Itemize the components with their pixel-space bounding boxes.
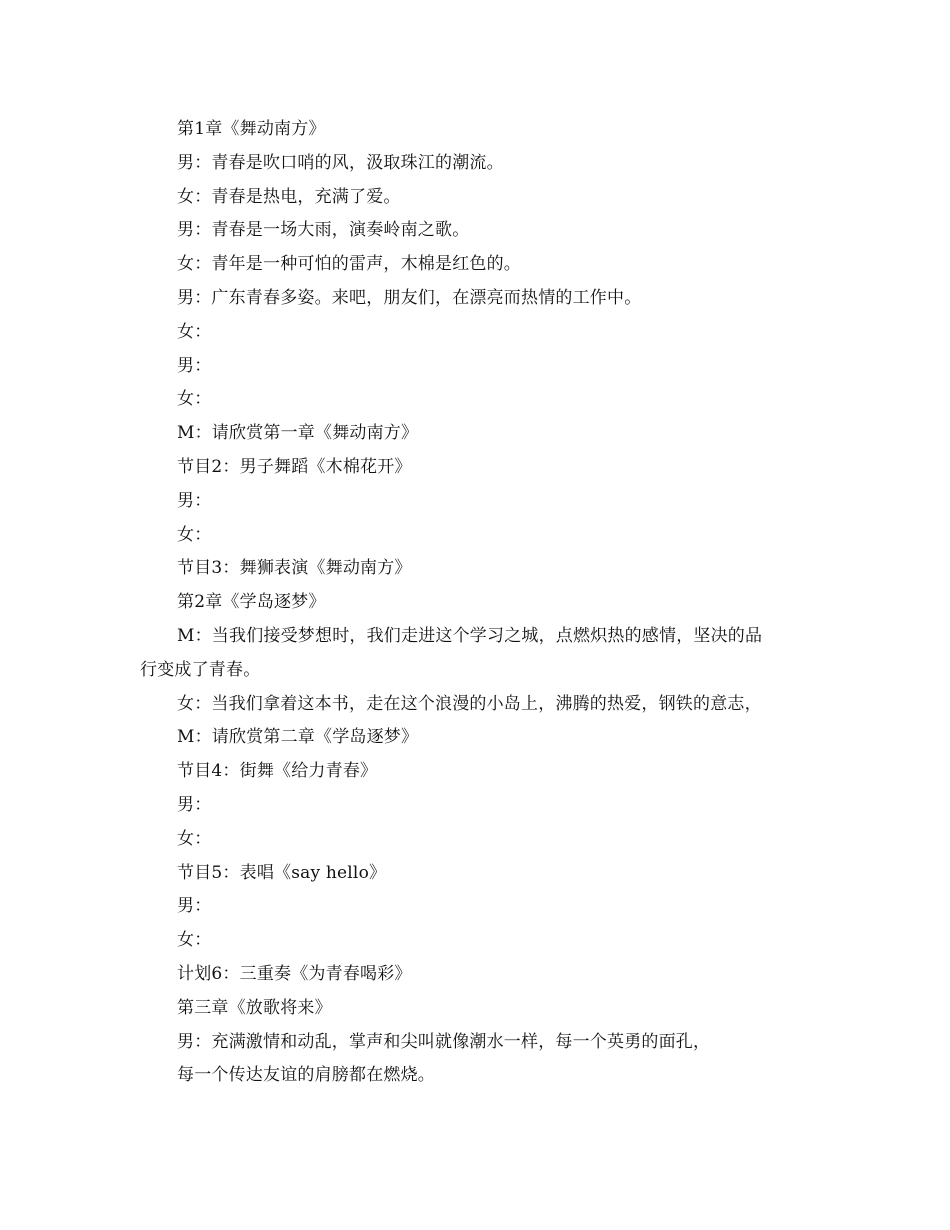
document-body: [140, 113, 820, 1093]
program-line: 节目2：男子舞蹈《木棉花开》: [177, 456, 412, 477]
program-line: 节目5：表唱《say hello》: [177, 862, 387, 883]
text-line: 女：: [177, 321, 212, 342]
text-line: 女：: [177, 389, 212, 410]
chapter-2-heading: 第2章《学岛逐梦》: [177, 592, 326, 613]
text-line: 男：充满激情和动乱，掌声和尖叫就像潮水一样，每一个英勇的面孔，: [177, 1031, 711, 1052]
text-line: 女：: [177, 930, 212, 951]
text-line: 男：: [177, 794, 212, 815]
text-line: 男：: [177, 896, 212, 917]
text-line: 男：青春是一场大雨，演奏岭南之歌。: [177, 220, 470, 241]
text-line: 每一个传达友谊的肩膀都在燃烧。: [177, 1065, 435, 1086]
text-line-continuation: 行变成了青春。: [140, 659, 261, 680]
text-line: 女：当我们拿着这本书，走在这个浪漫的小岛上，沸腾的热爱，钢铁的意志，: [177, 693, 762, 714]
text-line: 男：青春是吹口哨的风，汲取珠江的潮流。: [177, 152, 504, 173]
text-line: M：请欣赏第一章《舞动南方》: [177, 423, 419, 444]
text-line: 男：: [177, 490, 212, 511]
text-line: 女：青春是热电，充满了爱。: [177, 186, 401, 207]
chapter-3-heading: 第三章《放歌将来》: [177, 997, 332, 1018]
text-line: 女：: [177, 524, 212, 545]
text-line: 女：青年是一种可怕的雷声，木棉是红色的。: [177, 254, 521, 275]
chapter-1-heading: 第1章《舞动南方》: [177, 119, 326, 139]
text-line: 女：: [177, 828, 212, 849]
text-line: M：请欣赏第二章《学岛逐梦》: [177, 727, 419, 748]
text-line: 男：: [177, 355, 212, 376]
program-line: 计划6：三重奏《为青春喝彩》: [177, 963, 412, 984]
text-line: 男：广东青春多姿。来吧，朋友们，在漂亮而热情的工作中。: [177, 287, 642, 308]
program-line: 节目4：街舞《给力青春》: [177, 761, 378, 782]
program-line: 节目3：舞狮表演《舞动南方》: [177, 558, 412, 579]
text-line: M：当我们接受梦想时，我们走进这个学习之城，点燃炽热的感情，坚决的品: [177, 625, 763, 646]
